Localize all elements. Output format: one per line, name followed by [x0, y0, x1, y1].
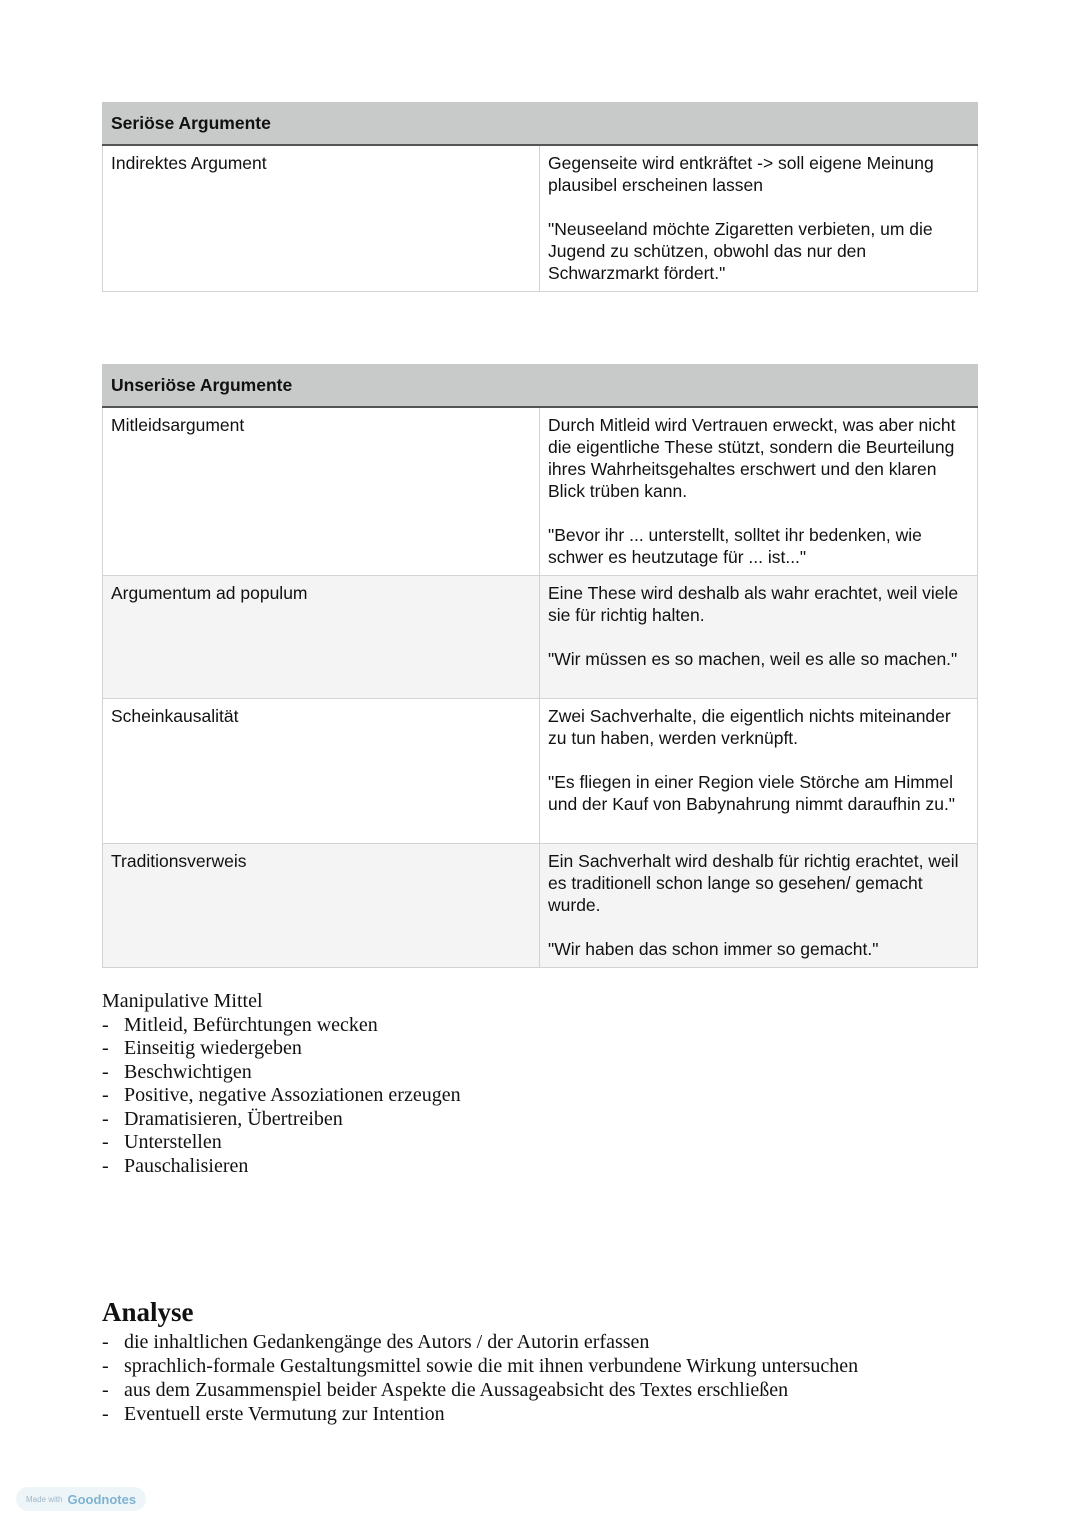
table-header-empty [540, 364, 978, 407]
argument-description: Zwei Sachverhalte, die eigentlich nichts miteinander zu tun haben, werden verknüpft. [548, 706, 951, 748]
argument-example: "Es fliegen in einer Region viele Störche am Himmel und der Kauf von Babynahrung nimmt daraufhin zu." [548, 772, 956, 814]
argument-term: Argumentum ad populum [103, 576, 540, 699]
argument-description-cell [540, 145, 978, 292]
list-item [102, 1330, 858, 1354]
argument-description: Eine These wird deshalb als wahr erachtet, weil viele sie für richtig halten. [548, 583, 959, 625]
argument-description-cell [540, 407, 978, 576]
list-item-text: Mitleid, Befürchtungen wecken [124, 1013, 378, 1036]
list-bullet: - [102, 1331, 109, 1353]
argument-term: Traditionsverweis [103, 844, 540, 968]
list-item [102, 1061, 461, 1085]
list-item [102, 1037, 461, 1061]
table-header: Unseriöse Argumente [103, 364, 540, 407]
list-bullet: - [102, 1154, 109, 1177]
serious-arguments-table [102, 102, 978, 292]
section-title: Manipulative Mittel [102, 990, 263, 1012]
table-header-empty [540, 102, 978, 145]
list-bullet: - [102, 1131, 109, 1153]
unserious-arguments-table [102, 364, 978, 968]
list-item-text: die inhaltlichen Gedankengänge des Autors / der Autorin erfassen [124, 1331, 650, 1353]
goodnotes-badge[interactable] [16, 1487, 146, 1511]
list-item-text: Pauschalisieren [124, 1154, 249, 1177]
list-item [102, 1378, 858, 1402]
section-heading: Analyse [102, 1297, 194, 1327]
list-item-text: Beschwichtigen [124, 1060, 252, 1083]
argument-description: Ein Sachverhalt wird deshalb für richtig erachtet, weil es traditionell schon lange so gesehen/ gemacht wurde. [548, 851, 959, 915]
list-bullet: - [102, 1107, 109, 1130]
argument-example: "Bevor ihr ... unterstellt, solltet ihr bedenken, wie schwer es heutzutage für ... ist..." [548, 525, 922, 567]
manipulative-means-list [102, 1014, 461, 1179]
list-bullet: - [102, 1379, 109, 1401]
list-bullet: - [102, 1037, 109, 1059]
analyse-section [102, 1296, 858, 1426]
table-row [103, 145, 978, 292]
list-bullet: - [102, 1403, 109, 1425]
list-item [102, 1014, 461, 1038]
argument-term: Scheinkausalität [103, 699, 540, 844]
list-item-text: Unterstellen [124, 1131, 222, 1153]
list-item [102, 1131, 461, 1155]
manipulative-means-section [102, 990, 461, 1178]
argument-example: "Wir haben das schon immer so gemacht." [548, 939, 879, 959]
list-item-text: Dramatisieren, Übertreiben [124, 1107, 343, 1130]
list-item [102, 1084, 461, 1108]
list-item-text: sprachlich-formale Gestaltungsmittel sowie die mit ihnen verbundene Wirkung untersuchen [124, 1355, 859, 1377]
list-bullet: - [102, 1084, 109, 1106]
list-item [102, 1155, 461, 1179]
argument-description: Gegenseite wird entkräftet -> soll eigene Meinung plausibel erscheinen lassen [548, 153, 934, 195]
argument-description-cell [540, 576, 978, 699]
table-row [103, 699, 978, 844]
list-item [102, 1108, 461, 1132]
table-row [103, 576, 978, 699]
table-row [103, 844, 978, 968]
argument-term: Mitleidsargument [103, 407, 540, 576]
list-item-text: Einseitig wiedergeben [124, 1037, 302, 1059]
list-bullet: - [102, 1060, 109, 1083]
table-row [103, 407, 978, 576]
list-item-text: Positive, negative Assoziationen erzeugen [124, 1084, 461, 1106]
argument-description-cell [540, 844, 978, 968]
argument-term: Indirektes Argument [103, 145, 540, 292]
argument-description: Durch Mitleid wird Vertrauen erweckt, was aber nicht die eigentliche These stützt, sondern die Beurteilung ihres Wahrheitsgehaltes erschwert und den klaren Blick trüben kann. [548, 415, 956, 501]
table-header-row [103, 364, 978, 407]
argument-example: "Wir müssen es so machen, weil es alle so machen." [548, 649, 958, 669]
argument-example: "Neuseeland möchte Zigaretten verbieten, um die Jugend zu schützen, obwohl das nur den Schwarzmarkt fördert." [548, 219, 933, 283]
made-with-label: Made with [26, 1494, 63, 1504]
list-item-text: Eventuell erste Vermutung zur Intention [124, 1403, 445, 1425]
list-bullet: - [102, 1355, 109, 1377]
list-item-text: aus dem Zusammenspiel beider Aspekte die Aussageabsicht des Textes erschließen [124, 1379, 789, 1401]
list-item [102, 1402, 858, 1426]
table-header: Seriöse Argumente [103, 102, 540, 145]
table-header-row [103, 102, 978, 145]
goodnotes-logo: Goodnotes [67, 1491, 137, 1507]
analyse-list [102, 1330, 858, 1426]
argument-description-cell [540, 699, 978, 844]
list-item [102, 1354, 858, 1378]
list-bullet: - [102, 1013, 109, 1036]
